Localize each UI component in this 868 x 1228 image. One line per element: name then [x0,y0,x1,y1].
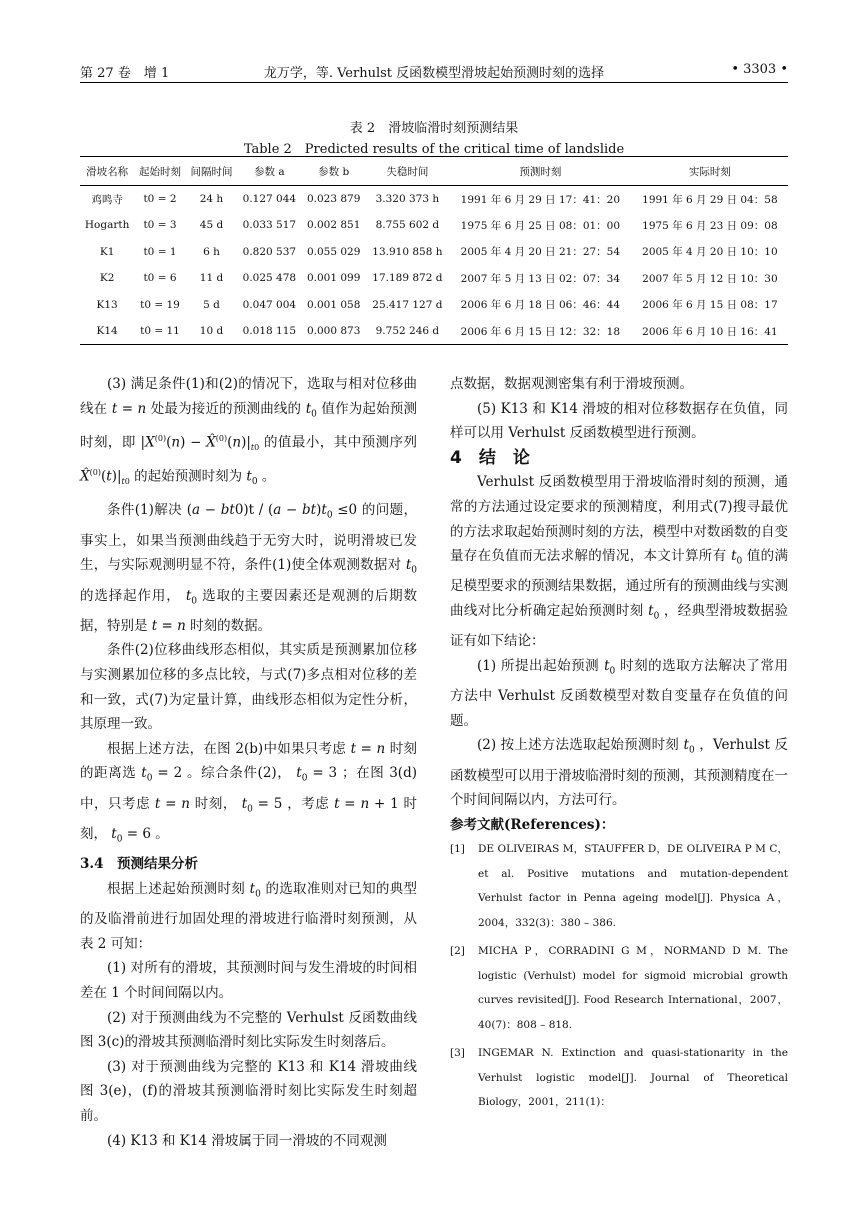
column-header: 预测时刻 [449,157,632,186]
paragraph: (2) 对于预测曲线为不完整的 Verhulst 反函数曲线图 3(c)的滑坡其预测临滑时刻比实际发生时刻落后。 [80,1009,417,1051]
table-cell: 2007 年 5 月 12 日 10：30 [642,272,778,285]
table-cell: 2005 年 4 月 20 日 21：27：54 [460,246,621,259]
page-number: • 3303 • [731,62,788,77]
table-body [80,186,788,345]
table-cell: 0.025 478 [242,272,297,285]
table-cell: 1975 年 6 月 25 日 08：01：00 [460,219,621,232]
paragraph: 根据上述起始预测时刻 $t_0$ 的选取准则对已知的典型的及临滑前进行加固处理的滑坡进行临滑时刻预测，从表 2 可知： [80,880,418,952]
column-header: 滑坡名称 [80,157,134,186]
table-cell: 0.127 044 [242,193,297,205]
reference-text: DE OLIVEIRAS M，STAUFFER D，DE OLIVEIRA P M C，et al. Positive mutations and mutation-dependent Verhulst factor in Penna ageing model[J]. Physica A，2004，332(3)：380 – 386. [478,843,788,929]
paragraph: 条件(2)位移曲线形态相似，其实质是预测累加位移与实测累加位移的多点比较，与式(7)多点相对位移的差和一致，式(7)为定量计算，曲线形态相似为定性分析，其原理一致。 [80,642,417,733]
results-table [80,156,788,345]
table-cell: K13 [96,298,118,311]
table-cell: 2006 年 6 月 18 日 06：46：44 [460,299,621,312]
table-cell: K2 [99,272,115,285]
running-header [80,62,788,82]
paragraph: (2) 按上述方法选取起始预测时刻 $t_0$ ，Verhulst 反函数模型可以用于滑坡临滑时刻的预测，其预测精度在一个时间间隔以内，方法可行。 [450,737,788,809]
table-row [80,292,788,319]
table-cell: 0.047 004 [242,298,297,311]
table-cell: t0 = 3 [143,219,177,232]
table-cell: 10 d [186,318,237,345]
left-column [80,372,417,1153]
table-cell: 0.001 058 [306,298,361,311]
table-cell: 0.001 099 [306,272,361,285]
paragraph: Verhulst 反函数模型用于滑坡临滑时刻的预测，通常的方法通过设定要求的预测精度，利用式(7)搜寻最优的方法求取起始预测时刻的方法，模型中对数函数的自变量存在负值而无法求解的情况，本文计算所有 $t_0$ 值的满足模型要求的预测结果数据，通过所有的预测曲线与实测曲线对比分析确定起始预测时刻 $t_0$ ，经典型滑坡数据验证有如下结论： [450,474,788,650]
table-cell: 0.055 029 [306,245,361,258]
paragraph: (3) 满足条件(1)和(2)的情况下，选取与相对位移曲线在 t = n 处最为接近的预测曲线的 $t_0$ 值作为起始预测时刻，即 $|X^{(0)}(n)$ − $X̂^{(0)}(n)|_{t0}$ 的值最小，其中预测序列 $X̂^{(0)}(t)|_{t0}$ 的起始预测时刻为 $t_0$ 。 [80,376,418,487]
reference-text: INGEMAR N. Extinction and quasi-stationarity in the Verhulst logistic model[J]. Journal of Theoretical Biology，2001，211(1)： [478,1047,788,1109]
references-heading: 参考文献(References)： [450,816,615,833]
reference-text: MICHA P，CORRADINI G M，NORMAND D M. The logistic (Verhulst) model for sigmoid microbial growth curves revisited[J]. Food Research International，2007，40(7)：808 – 818. [478,945,788,1031]
table-cell: t0 = 6 [143,272,177,285]
table-cell: 45 d [199,219,224,232]
column-header: 实际时刻 [632,157,788,186]
table-cell: t0 = 2 [143,193,177,205]
table-cell: 2005 年 4 月 20 日 10：10 [642,246,778,259]
table-cell: 2007 年 5 月 13 日 02：07：34 [460,272,621,285]
table-cell: K1 [99,245,115,258]
table-cell: 24 h [199,193,224,205]
table-cell: 1991 年 6 月 29 日 17：41：20 [460,193,621,206]
paragraph: (3) 对于预测曲线为完整的 K13 和 K14 滑坡曲线图 3(e)，(f)的滑坡其预测临滑时刻比实际发生时刻超前。 [80,1058,417,1124]
header-rule [80,82,788,83]
header-title: 龙万学，等. Verhulst 反函数模型滑坡起始预测时刻的选择 [263,66,605,81]
table-row [80,265,788,292]
table-cell: 11 d [199,272,224,285]
section-heading-3-4: 3.4 预测结果分析 [80,856,198,873]
paragraph: 条件(1)解决 $(a - bt0)t / (a - bt)t_0 \le 0$ 的问题，事实上，如果当预测曲线趋于无穷大时，说明滑坡已发生，与实际观测明显不符，条件(1)使全体观测数据对 $t_0$ 的选择起作用， $t_0$ 选取的主要因素还是观测的后期数据，特别是 t = n 时刻的数据。 [80,502,418,634]
table-cell: Hogarth [84,219,130,232]
paragraph: 根据上述方法，在图 2(b)中如果只考虑 t = n 时刻的距离选 $t_0 = 2$ 。综合条件(2)， $t_0 = 3$ ；在图 3(d)中，只考虑 t = n 时刻， $t_0 = 5$ ，考虑 t = n + 1 时刻， $t_0 = 6$ 。 [80,740,417,845]
table-row [80,239,788,266]
table-header-row [80,157,788,186]
table-cell: 5 d [203,298,220,311]
references-list [450,837,788,1115]
table-cell: 2006 年 6 月 10 日 16：41 [632,318,788,345]
table-cell: 0.023 879 [306,193,361,205]
column-header: 失稳时间 [366,157,449,186]
table-cell: 鸡鸣寺 [91,193,123,206]
table-cell: t0 = 11 [134,318,185,345]
paragraph: (5) K13 和 K14 滑坡的相对位移数据存在负值，同样可以用 Verhulst 反函数模型进行预测。 [450,400,788,442]
table-caption-cn: 表 2 滑坡临滑时刻预测结果 [349,121,519,136]
table-cell: 0.002 851 [306,219,361,232]
table-cell: 0.018 115 [237,318,301,345]
table-cell: t0 = 19 [140,298,180,311]
paragraph: 点数据，数据观测密集有利于滑坡预测。 [450,376,693,392]
volume-info: 第 27 卷 增 1 [80,66,170,81]
table-cell: 0.820 537 [242,245,297,258]
table-cell: 1975 年 6 月 23 日 09：08 [642,219,778,232]
reference-item [450,1041,788,1115]
paragraph: (1) 所提出起始预测 $t_0$ 时刻的选取方法解决了常用方法中 Verhulst 反函数模型对数自变量存在负值的问题。 [450,657,788,729]
table-caption-en: Table 2 Predicted results of the critical time of landslide [243,142,625,157]
reference-item [450,837,788,935]
table-cell: 13.910 858 h [372,245,443,258]
table-cell: 17.189 872 d [372,272,443,285]
reference-number: [1] [450,843,465,856]
reference-number: [2] [450,945,465,958]
table-cell: t0 = 1 [143,245,177,258]
table-cell: 8.755 602 d [375,219,440,232]
table-cell: 6 h [203,245,220,258]
table-cell: 0.000 873 [302,318,366,345]
paragraph: (1) 对所有的滑坡，其预测时间与发生滑坡的时间相差在 1 个时间间隔以内。 [80,960,417,1001]
table-cell: 1991 年 6 月 29 日 04：58 [642,193,778,206]
column-header: 参数 b [302,157,366,186]
reference-number: [3] [450,1047,465,1060]
table-cell: 2006 年 6 月 15 日 12：32：18 [449,318,632,345]
column-header: 间隔时间 [186,157,237,186]
table-cell: 0.033 517 [242,219,297,232]
table-cell: 3.320 373 h [375,193,440,205]
section-heading-4: 4 结 论 [450,447,530,468]
column-header: 起始时刻 [134,157,185,186]
table-cell: K14 [80,318,134,345]
table-cell: 9.752 246 d [366,318,449,345]
table-row [80,186,788,213]
right-column [450,372,788,1119]
paragraph: (4) K13 和 K14 滑坡属于同一滑坡的不同观测 [107,1132,387,1149]
table-row [80,212,788,239]
column-header: 参数 a [237,157,301,186]
table-cell: 2006 年 6 月 15 日 08：17 [642,299,778,312]
table-cell: 25.417 127 d [372,298,443,311]
table-row [80,318,788,345]
reference-item [450,939,788,1037]
